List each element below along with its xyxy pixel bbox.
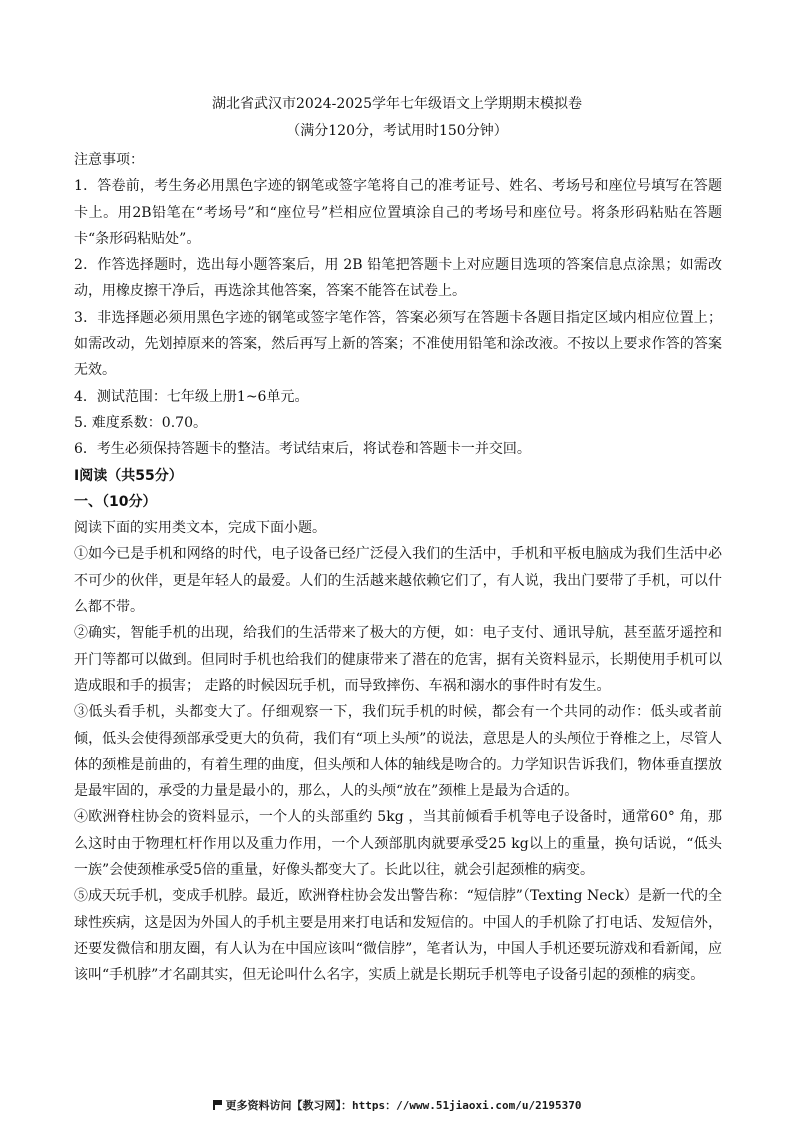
passage-paragraph-4: ④欧洲脊柱协会的资料显示，一个人的头部重约 5kg ，当其前倾看手机等电子设备时，通常60° 角，那么这时由于物理杠杆作用以及重力作用，一个人颈部肌肉就要承受25 kg以上的重量，换句话说，“低头一族”会使颈椎承受5倍的重量，好像头都变大了。长此以往，就会引起颈椎的病变。 <box>74 809 722 879</box>
footer-link[interactable]: 更多资料访问【教习网】：https：//www.51jiaoxi.com/u/2195370 <box>225 1099 582 1112</box>
notice-heading: 注意事项： <box>74 152 144 168</box>
reading-instruction: 阅读下面的实用类文本，完成下面小题。 <box>74 520 326 537</box>
section-heading: Ⅰ阅读（共55分） <box>74 467 183 484</box>
notice-item-4: 4．测试范围：七年级上册1~6单元。 <box>74 388 309 405</box>
page-subtitle: （满分120分，考试用时150分钟） <box>286 123 508 139</box>
passage-paragraph-2: ②确实，智能手机的出现，给我们的生活带来了极大的方便，如：电子支付、通讯导航，甚至蓝牙遥控和开门等都可以做到。但同时手机也给我们的健康带来了潜在的危害，据有关资料显示，长期使用手机可以造成眼和手的损害； 走路的时候因玩手机，而导致摔伤、车祸和溺水的事件时有发生。 <box>74 625 722 694</box>
exam-content <box>74 147 722 989</box>
part-heading: 一、（10分） <box>74 493 157 510</box>
flag-icon <box>212 1100 222 1110</box>
notice-item-2: 2．作答选择题时，选出每小题答案后，用 2B 铅笔把答题卡上对应题目选项的答案信息点涂黑；如需改动，用橡皮擦干净后，再选涂其他答案，答案不能答在试卷上。 <box>74 257 722 300</box>
passage-paragraph-3: ③低头看手机，头都变大了。仔细观察一下，我们玩手机的时候，都会有一个共同的动作：低头或者前倾，低头会使得颈部承受更大的负荷，我们有“项上头颅”的说法，意思是人的头颅位于脊椎之上，尽管人体的颈椎是前曲的，有着生理的曲度，但头颅和人体的轴线是吻合的。力学知识告诉我们，物体垂直摆放是最牢固的，承受的力量是最小的，那么，人的头颅“放在”颈椎上是最为合适的。 <box>74 704 722 800</box>
notice-item-1: 1．答卷前，考生务必用黑色字迹的钢笔或签字笔将自己的准考证号、姓名、考场号和座位号填写在答题卡上。用2B铅笔在“考场号”和“座位号”栏相应位置填涂自己的考场号和座位号。将条形码粘贴在答题卡“条形码粘贴处”。 <box>74 178 722 247</box>
passage-paragraph-1: ①如今已是手机和网络的时代，电子设备已经广泛侵入我们的生活中，手机和平板电脑成为我们生活中必不可少的伙伴，更是年轻人的最爱。人们的生活越来越依赖它们了，有人说，我出门要带了手机，可以什么都不带。 <box>74 546 722 616</box>
page-title: 湖北省武汉市2024-2025学年七年级语文上学期期末模拟卷 <box>212 96 582 112</box>
passage-paragraph-5: ⑤成天玩手机，变成手机脖。最近，欧洲脊柱协会发出警告称：“短信脖”（Texting Neck）是新一代的全球性疾病，这是因为外国人的手机主要是用来打电话和发短信的。中国人的手机除了打电话、发短信外，还要发微信和朋友圈，有人认为在中国应该叫“微信脖”，笔者认为，中国人手机还要玩游戏和看新闻，应该叫“手机脖”才名副其实，但无论叫什么名字，实质上就是长期玩手机等电子设备引起的颈椎的病变。 <box>74 888 722 984</box>
footer <box>0 1097 794 1113</box>
notice-item-5: 5. 难度系数：0.70。 <box>74 414 207 431</box>
notice-item-3: 3．非选择题必须用黑色字迹的钢笔或签字笔作答，答案必须写在答题卡各题目指定区域内相应位置上；如需改动，先划掉原来的答案，然后再写上新的答案；不准使用铅笔和涂改液。不按以上要求作答的答案无效。 <box>74 309 722 379</box>
notice-item-6: 6．考生必须保持答题卡的整洁。考试结束后，将试卷和答题卡一并交回。 <box>74 441 531 458</box>
